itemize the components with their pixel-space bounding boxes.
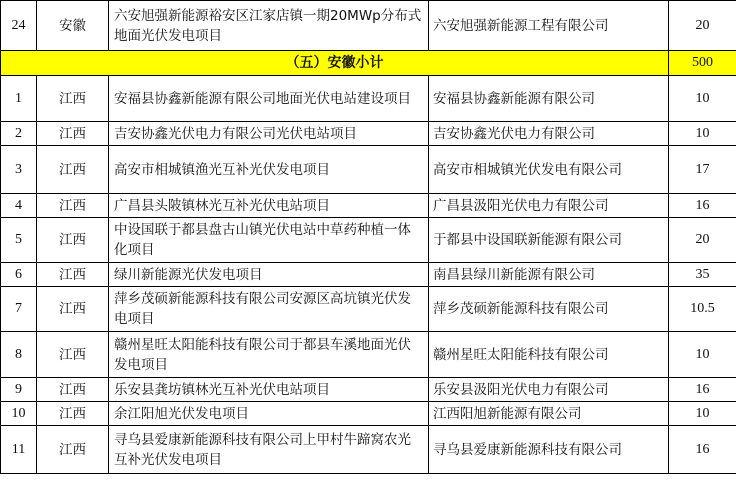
capacity-cell: 16 [669,194,736,218]
row-number: 8 [1,332,37,378]
project-name-cell: 安福县协鑫新能源有限公司地面光伏电站建设项目 [109,76,429,122]
row-number: 24 [1,1,37,51]
company-cell: 南昌县绿川新能源有限公司 [429,263,669,287]
province-cell: 江西 [37,194,109,218]
table-row [1,76,736,122]
row-number: 1 [1,76,37,122]
table-row [1,218,736,263]
capacity-cell: 10 [669,76,736,122]
capacity-cell: 10.5 [669,287,736,332]
province-cell: 安徽 [37,1,109,51]
province-cell: 江西 [37,378,109,402]
company-cell: 吉安协鑫光伏电力有限公司 [429,122,669,146]
province-cell: 江西 [37,263,109,287]
project-name-cell: 高安市相城镇渔光互补光伏发电项目 [109,146,429,194]
province-cell: 江西 [37,402,109,426]
row-number: 4 [1,194,37,218]
company-cell: 高安市相城镇光伏发电有限公司 [429,146,669,194]
province-cell: 江西 [37,218,109,263]
row-number: 5 [1,218,37,263]
row-number: 7 [1,287,37,332]
province-cell: 江西 [37,122,109,146]
capacity-cell: 16 [669,378,736,402]
province-cell: 江西 [37,332,109,378]
project-name-cell: 绿川新能源光伏发电项目 [109,263,429,287]
company-cell: 乐安县汲阳光伏电力有限公司 [429,378,669,402]
table-row [1,146,736,194]
row-number: 2 [1,122,37,146]
table-row [1,287,736,332]
table-row [1,194,736,218]
table-row [1,263,736,287]
capacity-cell: 35 [669,263,736,287]
company-cell: 萍乡茂硕新能源科技有限公司 [429,287,669,332]
subtotal-label: （五）安徽小计 [1,51,669,76]
company-cell: 广昌县汲阳光伏电力有限公司 [429,194,669,218]
subtotal-capacity: 500 [669,51,736,76]
table-row [1,402,736,426]
province-cell: 江西 [37,146,109,194]
company-cell: 江西阳旭新能源有限公司 [429,402,669,426]
table-row [1,122,736,146]
province-cell: 江西 [37,287,109,332]
company-cell: 安福县协鑫新能源有限公司 [429,76,669,122]
project-name-cell: 赣州星旺太阳能科技有限公司于都县车溪地面光伏发电项目 [109,332,429,378]
row-number: 9 [1,378,37,402]
row-number: 10 [1,402,37,426]
company-cell: 寻乌县爱康新能源科技有限公司 [429,426,669,474]
project-name-cell: 六安旭强新能源裕安区江家店镇一期20MWp分布式地面光伏发电项目 [109,1,429,51]
capacity-cell: 20 [669,1,736,51]
project-name-cell: 中设国联于都县盘古山镇光伏电站中草药种植一体化项目 [109,218,429,263]
subtotal-row [1,51,736,76]
row-number: 6 [1,263,37,287]
capacity-cell: 17 [669,146,736,194]
company-cell: 于都县中设国联新能源有限公司 [429,218,669,263]
project-name-cell: 乐安县龚坊镇林光互补光伏电站项目 [109,378,429,402]
company-cell: 赣州星旺太阳能科技有限公司 [429,332,669,378]
table-row [1,426,736,474]
row-number: 11 [1,426,37,474]
project-name-cell: 广昌县头陂镇林光互补光伏电站项目 [109,194,429,218]
table-row [1,332,736,378]
table-row [1,1,736,51]
project-name-cell: 寻乌县爱康新能源科技有限公司上甲村牛蹄窝农光互补光伏发电项目 [109,426,429,474]
capacity-cell: 16 [669,426,736,474]
capacity-cell: 20 [669,218,736,263]
company-cell: 六安旭强新能源工程有限公司 [429,1,669,51]
capacity-cell: 10 [669,122,736,146]
capacity-cell: 10 [669,332,736,378]
project-name-cell: 吉安协鑫光伏电力有限公司光伏电站项目 [109,122,429,146]
project-name-cell: 余江阳旭光伏发电项目 [109,402,429,426]
table-row [1,378,736,402]
province-cell: 江西 [37,76,109,122]
capacity-cell: 10 [669,402,736,426]
project-name-cell: 萍乡茂硕新能源科技有限公司安源区高坑镇光伏发电项目 [109,287,429,332]
row-number: 3 [1,146,37,194]
province-cell: 江西 [37,426,109,474]
